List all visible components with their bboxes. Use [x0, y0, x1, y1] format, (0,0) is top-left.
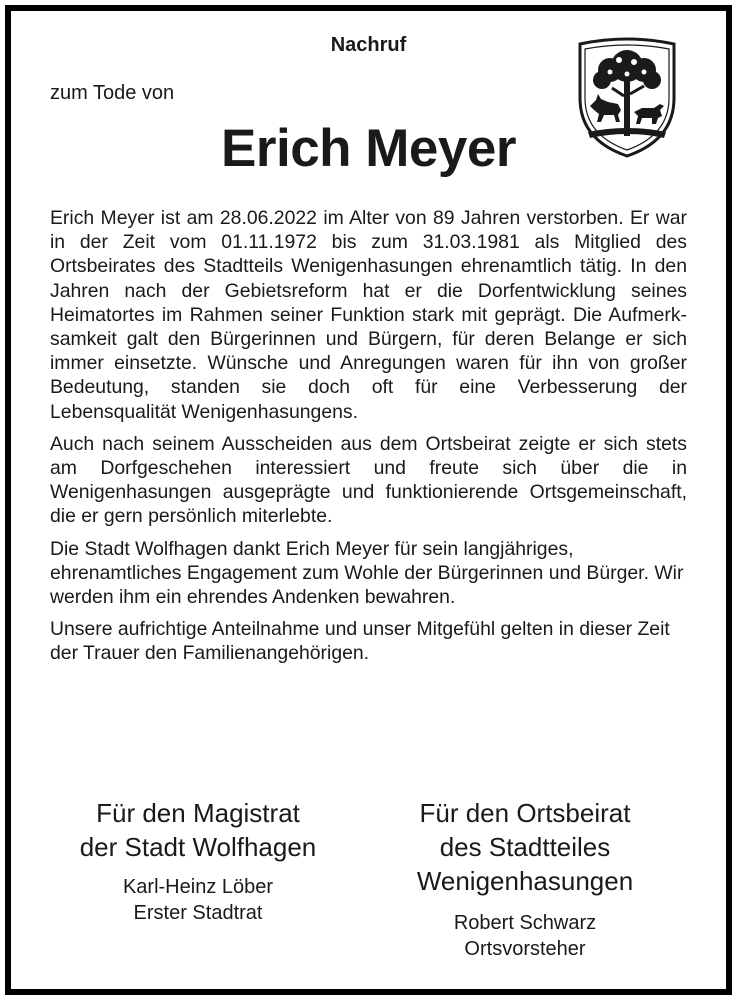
- signatory-name: Karl-Heinz Löber: [122, 876, 274, 898]
- obituary-paragraph: Erich Meyer ist am 28.06.2022 im Alter von 89 Jahren verstorben. Er war in der Zeit vom 01.11.1972 bis zum 31.03.1981 als Mitglied des Ortsbeirates des Stadtteils Wenigenhasungen ehrenamtlich tätig. In den Jahren nach der Gebietsreform hat er die Dorfentwicklung seines Heimatortes im Rahmen seiner Funktion stark mit geprägt. Die Aufmerk-samkeit galt den Bürgerinnen und Bürgern, für deren Belange er sich immer einsetzte. Wünsche und Anregungen waren für ihn von großer Bedeutung, standen sie doch oft für eine Verbesserung der Lebensqualität Wenigenhasungens.: [50, 207, 687, 423]
- signatory-role: Erster Stadtrat: [133, 902, 263, 924]
- signatory-block: [375, 910, 675, 962]
- signatory-block: [48, 874, 348, 926]
- signature-title-line: Für den Magistrat: [96, 798, 300, 828]
- signatory-name: Robert Schwarz: [453, 912, 597, 934]
- deceased-name: Erich Meyer: [221, 119, 516, 178]
- intro-text: zum Tode von: [50, 82, 175, 104]
- signatory-role: Ortsvorsteher: [464, 938, 586, 960]
- signature-title-line: des Stadtteiles: [439, 832, 611, 862]
- notice-heading: Nachruf: [330, 34, 407, 56]
- obituary-paragraph: Unsere aufrichtige Anteilnahme und unser Mitgefühl gelten in dieser Zeit der Trauer den Familienangehörigen.: [50, 618, 670, 665]
- signature-ortsbeirat: [375, 796, 675, 962]
- signature-title-line: der Stadt Wolfhagen: [79, 832, 317, 862]
- obituary-body: [50, 206, 687, 674]
- signature-magistrat: [48, 796, 348, 926]
- obituary-paragraph: Auch nach seinem Ausscheiden aus dem Ortsbeirat zeigte er sich stets am Dorfgeschehen interessiert und freute sich über die in Wenigenhasungen ausgeprägte und funktionierende Ortsgemeinschaft, die er gern persönlich miterlebte.: [50, 432, 687, 528]
- signature-title-line: Für den Ortsbeirat: [419, 798, 631, 828]
- obituary-paragraph: Die Stadt Wolfhagen dankt Erich Meyer für sein langjähriges, ehrenamtliches Engagement zum Wohle der Bürgerinnen und Bürger. Wir werden ihm ein ehrendes Andenken bewahren.: [50, 537, 684, 609]
- signature-title-line: Wenigenhasungen: [416, 866, 634, 896]
